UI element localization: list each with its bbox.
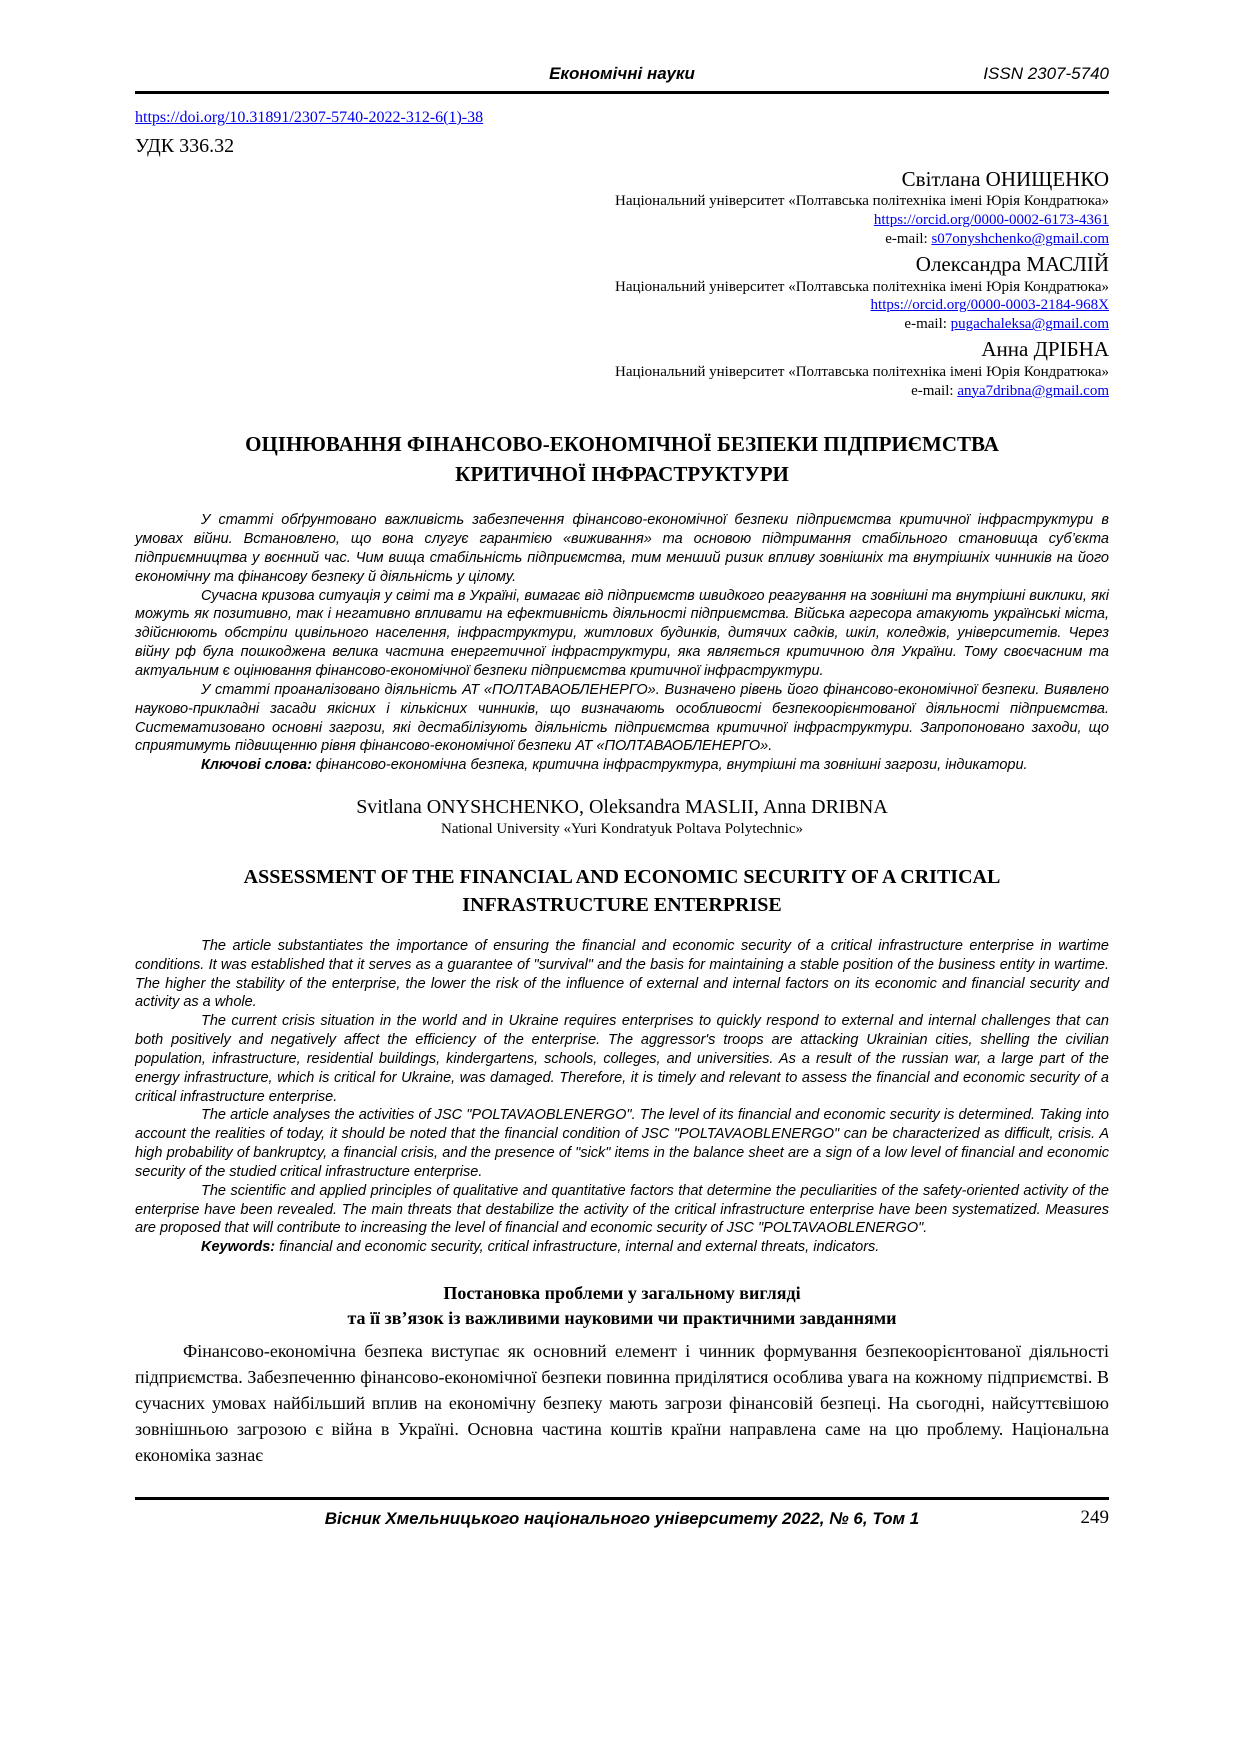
abstract-paragraph: Сучасна кризова ситуація у світі та в Україні, вимагає від підприємств швидкого реагування на зовнішні та внутрішні виклики, які можуть як позитивно, так і негативно впливати на ефективність діяльності підприємства. Війська агресора атакують українські міста, здійснюють обстріли цивільного населення, інфраструктури, житлових будинків, дитячих садків, шкіл, коледжів, університетів. Через війну рф була пошкоджена велика частина енергетичної інфраструктури, яка являється критичною для України. Тому своєчасним та актуальним є оцінювання фінансово-економічної безпеки підприємства критичної інфраструктури.: [135, 587, 1109, 680]
keywords-label: Ключові слова:: [201, 757, 312, 774]
author-affiliation: Національний університет «Полтавська політехніка імені Юрія Кондратюка»: [614, 193, 1109, 210]
footer-rule: [135, 1497, 1109, 1500]
orcid-link[interactable]: https://orcid.org/0000-0003-2184-968X: [870, 297, 1109, 314]
author-name: Світлана ОНИЩЕНКО: [901, 167, 1109, 191]
keywords-label: Keywords:: [201, 1239, 276, 1256]
section-heading: [135, 1281, 1109, 1331]
abstract-en: [135, 937, 1109, 1257]
article-title-en: ASSESSMENT OF THE FINANCIAL AND ECONOMIC SECURITY OF A CRITICAL INFRASTRUCTURE ENTERPRISE: [243, 865, 1001, 916]
author-entry: [135, 336, 1109, 400]
email-label: e-mail:: [885, 231, 932, 248]
author-email-line: [135, 382, 1109, 401]
author-entry: [135, 166, 1109, 249]
author-entry: [135, 251, 1109, 334]
article-title-uk: ОЦІНЮВАННЯ ФІНАНСОВО-ЕКОНОМІЧНОЇ БЕЗПЕКИ ПІДПРИЄМСТВА КРИТИЧНОЇ ІНФРАСТРУКТУРИ: [245, 432, 999, 486]
abstract-paragraph: The article analyses the activities of JSC "POLTAVAOBLENERGO". The level of its financial and economic security is determined. Taking into account the realities of today, it should be noted that the financial condition of JSC "POLTAVAOBLENERGO" can be characterized as difficult, crisis. A high probability of bankruptcy, a financial crisis, and the presence of "sick" items in the balance sheet are a sign of a low level of financial and economic security of the studied critical infrastructure enterprise.: [135, 1107, 1109, 1180]
keywords-line-en: [135, 1238, 1109, 1257]
author-email-line: [135, 315, 1109, 334]
authors-block: [135, 166, 1109, 400]
section-heading-line1: Постановка проблеми у загальному вигляді: [443, 1283, 801, 1304]
page-footer: [135, 1497, 1109, 1529]
authors-en-names: Svitlana ONYSHCHENKO, Oleksandra MASLII, Anna DRIBNA: [356, 796, 888, 819]
article-body: [135, 1338, 1109, 1468]
doi-link[interactable]: https://doi.org/10.31891/2307-5740-2022-312-6(1)-38: [135, 109, 484, 126]
keywords-line-uk: [135, 756, 1109, 775]
email-link[interactable]: pugachaleksa@gmail.com: [950, 316, 1109, 333]
abstract-paragraph: The current crisis situation in the world and in Ukraine requires enterprises to quickly respond to external and internal challenges that can both positively and negatively affect the efficiency of the enterprise. The aggressor's troops are attacking Ukrainian cities, shelling the civilian population, infrastructure, residential buildings, kindergartens, schools, colleges, and universities. As a result of the russian war, a large part of the energy infrastructure, which is critical for Ukraine, was damaged. Therefore, it is timely and relevant to assess the financial and economic security of a critical infrastructure enterprise.: [135, 1013, 1109, 1105]
author-name: Анна ДРІБНА: [981, 337, 1109, 362]
abstract-paragraph: The article substantiates the importance of ensuring the financial and economic security of a critical infrastructure enterprise in wartime conditions. It was established that it serves as a guarantee of "survival" and the basis for maintaining a stable position of the business entity in wartime. The higher the stability of the enterprise, the lower the risk of the influence of external and internal factors on its economic and financial security and activity as a whole.: [135, 937, 1109, 1011]
authors-en-affiliation: National University «Yuri Kondratyuk Poltava Polytechnic»: [440, 821, 804, 838]
email-link[interactable]: anya7dribna@gmail.com: [957, 382, 1109, 399]
keywords-text: фінансово-економічна безпека, критична інфраструктура, внутрішні та зовнішні загрози, індикатори.: [311, 757, 1028, 774]
abstract-paragraph: The scientific and applied principles of qualitative and quantitative factors that determine the peculiarities of the safety-oriented activity of the enterprise have been revealed. The main threats that destabilize the activity of the critical infrastructure enterprise have been systematized. Measures are proposed that will contribute to increasing the level of financial and economic security of JSC "POLTAVAOBLENERGO".: [135, 1182, 1109, 1237]
abstract-uk: [135, 511, 1109, 775]
email-label: e-mail:: [911, 382, 958, 399]
author-affiliation: Національний університет «Полтавська політехніка імені Юрія Кондратюка»: [614, 363, 1109, 380]
authors-en-block: [135, 795, 1109, 839]
header-rule: [135, 91, 1109, 94]
section-heading-line2: та її зв’язок із важливими науковими чи практичними завданнями: [347, 1308, 897, 1329]
author-name: Олександра МАСЛІЙ: [915, 252, 1109, 277]
keywords-text: financial and economic security, critical infrastructure, internal and external threats, indicators.: [275, 1239, 880, 1256]
orcid-link[interactable]: https://orcid.org/0000-0002-6173-4361: [873, 212, 1109, 229]
author-email-line: [135, 230, 1109, 249]
email-label: e-mail:: [904, 316, 951, 333]
abstract-paragraph: У статті проаналізовано діяльність АТ «ПОЛТАВАОБЛЕНЕРГО». Визначено рівень його фінансово-економічної безпеки. Виявлено науково-прикладні засади якісних і кількісних чинників, що визначають особливості безпекоорієнтованої діяльності підприємства. Систематизовано основні загрози, які дестабілізують діяльність підприємства критичної інфраструктури. Запропоновано заходи, що сприятимуть підвищенню рівня фінансово-економічної безпеки АТ «ПОЛТАВАОБЛЕНЕРГО».: [135, 681, 1109, 755]
udc-code: УДК 336.32: [135, 135, 235, 157]
abstract-paragraph: У статті обґрунтовано важливість забезпечення фінансово-економічної безпеки підприємства критичної інфраструктури в умовах війни. Встановлено, що вона слугує гарантією «виживання» та основою підтримання стабільного становища суб’єкта підприємництва у воєнний час. Чим вища стабільність підприємства, тим менший ризик впливу зовнішніх та внутрішніх чинників на його економічну та фінансову безпеку й діяльність у цілому.: [135, 512, 1109, 585]
author-orcid-line: [135, 296, 1109, 315]
footer-line: [135, 1509, 1109, 1529]
page-number: 249: [1080, 1507, 1109, 1528]
issn-label: ISSN 2307-5740: [983, 64, 1109, 83]
email-link[interactable]: s07onyshchenko@gmail.com: [931, 231, 1109, 248]
body-paragraph: Фінансово-економічна безпека виступає як основний елемент і чинник формування безпекоорієнтованої діяльності підприємства. Забезпеченню фінансово-економічної безпеки повинна приділятися особлива увага на кожному підприємстві. В сучасних умовах найбільший вплив на економічну безпеку мають загрози фінансовій безпеці. На сьогодні, найсуттєвішою зовнішньою загрозою є війна в Україні. Основна частина коштів країни направлена саме на цю проблему. Національна економіка зазнає: [135, 1340, 1109, 1465]
author-orcid-line: [135, 211, 1109, 230]
footer-journal-title: Вісник Хмельницького національного університету 2022, № 6, Том 1: [324, 1509, 920, 1528]
journal-section-title: Економічні науки: [549, 64, 695, 83]
running-head: [135, 64, 1109, 86]
doi-line: [135, 109, 1109, 127]
author-affiliation: Національний університет «Полтавська політехніка імені Юрія Кондратюка»: [614, 278, 1109, 295]
